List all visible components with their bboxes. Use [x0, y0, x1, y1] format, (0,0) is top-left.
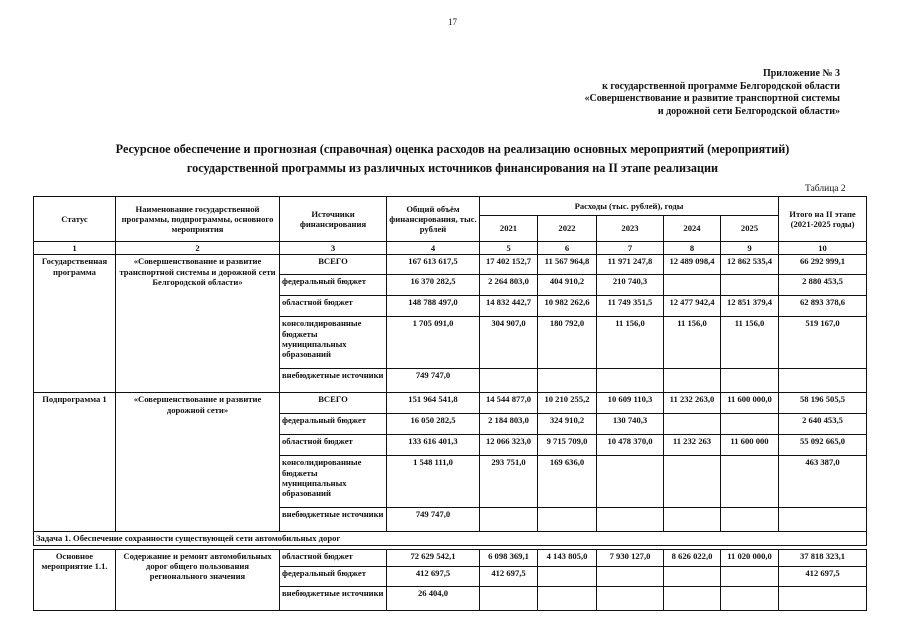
source-cell: областной бюджет — [280, 435, 387, 456]
total-cell: 167 613 617,5 — [387, 255, 480, 275]
source-cell: консолидированные бюджеты муниципальных образований — [280, 317, 387, 369]
value-cell — [721, 456, 779, 508]
total-cell: 412 697,5 — [387, 566, 480, 586]
value-cell — [664, 275, 721, 296]
resources-table — [33, 196, 867, 611]
header-sources: Источники финансирования — [280, 197, 387, 242]
table-label: Таблица 2 — [805, 184, 846, 194]
table-row — [34, 549, 867, 566]
itogo-cell: 37 818 323,1 — [779, 549, 867, 566]
task-row — [34, 532, 867, 545]
source-cell: федеральный бюджет — [280, 414, 387, 435]
appendix-line: к государственной программе Белгородской области — [602, 80, 840, 92]
appendix-line: и дорожной сети Белгородской области» — [657, 105, 840, 117]
value-cell: 12 477 942,4 — [664, 296, 721, 317]
source-cell: внебюджетные источники — [280, 369, 387, 393]
value-cell — [480, 586, 538, 610]
value-cell: 12 862 535,4 — [721, 255, 779, 275]
value-cell — [597, 456, 664, 508]
value-cell: 12 066 323,0 — [480, 435, 538, 456]
value-cell: 7 930 127,0 — [597, 549, 664, 566]
column-number: 6 — [538, 242, 597, 255]
source-cell: областной бюджет — [280, 296, 387, 317]
value-cell: 11 971 247,8 — [597, 255, 664, 275]
itogo-cell — [779, 508, 867, 532]
source-cell: федеральный бюджет — [280, 275, 387, 296]
itogo-cell — [779, 586, 867, 610]
header-status: Статус — [34, 197, 116, 242]
value-cell: 210 740,3 — [597, 275, 664, 296]
value-cell — [721, 508, 779, 532]
value-cell: 169 636,0 — [538, 456, 597, 508]
value-cell: 11 600 000 — [721, 435, 779, 456]
value-cell: 10 478 370,0 — [597, 435, 664, 456]
itogo-cell: 412 697,5 — [779, 566, 867, 586]
value-cell: 304 907,0 — [480, 317, 538, 369]
value-cell: 10 210 255,2 — [538, 393, 597, 414]
value-cell: 11 156,0 — [664, 317, 721, 369]
title-line: государственной программы из различных источников финансирования на II этапе реализации — [186, 161, 719, 175]
value-cell — [721, 586, 779, 610]
total-cell: 749 747,0 — [387, 369, 480, 393]
value-cell: 11 749 351,5 — [597, 296, 664, 317]
value-cell: 9 715 709,0 — [538, 435, 597, 456]
value-cell — [664, 508, 721, 532]
source-cell: областной бюджет — [280, 549, 387, 566]
status-cell: Государственная программа — [34, 255, 116, 393]
column-number: 5 — [480, 242, 538, 255]
status-cell: Подпрограмма 1 — [34, 393, 116, 532]
value-cell: 14 832 442,7 — [480, 296, 538, 317]
value-cell: 6 098 369,1 — [480, 549, 538, 566]
itogo-cell: 2 640 453,5 — [779, 414, 867, 435]
total-cell: 133 616 401,3 — [387, 435, 480, 456]
value-cell — [664, 586, 721, 610]
value-cell: 11 567 964,8 — [538, 255, 597, 275]
total-cell: 16 050 282,5 — [387, 414, 480, 435]
value-cell: 130 740,3 — [597, 414, 664, 435]
value-cell — [597, 508, 664, 532]
value-cell — [664, 414, 721, 435]
itogo-cell: 2 880 453,5 — [779, 275, 867, 296]
column-number: 10 — [779, 242, 867, 255]
header-name: Наименование государственной программы, подпрограммы, основного мероприятия — [116, 197, 280, 242]
header-year: 2025 — [721, 216, 779, 242]
value-cell — [597, 369, 664, 393]
value-cell: 8 626 022,0 — [664, 549, 721, 566]
value-cell: 324 910,2 — [538, 414, 597, 435]
itogo-cell: 58 196 505,5 — [779, 393, 867, 414]
value-cell — [664, 456, 721, 508]
itogo-cell: 62 893 378,6 — [779, 296, 867, 317]
title-line: Ресурсное обеспечение и прогнозная (справочная) оценка расходов на реализацию основных мероприятий (мероприятий) — [115, 142, 790, 156]
itogo-cell: 55 092 665,0 — [779, 435, 867, 456]
column-number: 3 — [280, 242, 387, 255]
value-cell: 404 910,2 — [538, 275, 597, 296]
header-year: 2022 — [538, 216, 597, 242]
itogo-cell — [779, 369, 867, 393]
source-cell: федеральный бюджет — [280, 566, 387, 586]
total-cell: 148 788 497,0 — [387, 296, 480, 317]
value-cell — [721, 414, 779, 435]
header-itogo: Итого на II этапе (2021-2025 годы) — [779, 197, 867, 242]
source-cell: внебюджетные источники — [280, 586, 387, 610]
itogo-cell: 519 167,0 — [779, 317, 867, 369]
source-cell: внебюджетные источники — [280, 508, 387, 532]
header-total: Общий объём финансирования, тыс. рублей — [387, 197, 480, 242]
column-number: 2 — [116, 242, 280, 255]
value-cell — [538, 508, 597, 532]
table-row — [34, 393, 867, 414]
total-cell: 151 964 541,8 — [387, 393, 480, 414]
value-cell — [721, 275, 779, 296]
total-cell: 749 747,0 — [387, 508, 480, 532]
value-cell — [480, 508, 538, 532]
header-expenses: Расходы (тыс. рублей), годы — [480, 197, 779, 216]
source-cell: консолидированные бюджеты муниципальных образований — [280, 456, 387, 508]
itogo-cell: 463 387,0 — [779, 456, 867, 508]
value-cell: 10 609 110,3 — [597, 393, 664, 414]
value-cell — [597, 566, 664, 586]
total-cell: 1 705 091,0 — [387, 317, 480, 369]
value-cell: 11 600 000,0 — [721, 393, 779, 414]
header-year: 2024 — [664, 216, 721, 242]
value-cell: 14 544 877,0 — [480, 393, 538, 414]
value-cell: 2 264 803,0 — [480, 275, 538, 296]
value-cell: 11 232 263,0 — [664, 393, 721, 414]
total-cell: 16 370 282,5 — [387, 275, 480, 296]
name-cell: «Совершенствование и развитие дорожной сети» — [116, 393, 280, 532]
header-year: 2021 — [480, 216, 538, 242]
value-cell — [480, 369, 538, 393]
total-cell: 26 404,0 — [387, 586, 480, 610]
source-cell: ВСЕГО — [280, 255, 387, 275]
value-cell — [538, 566, 597, 586]
appendix-header — [520, 68, 840, 118]
header-year: 2023 — [597, 216, 664, 242]
value-cell — [664, 369, 721, 393]
itogo-cell: 66 292 999,1 — [779, 255, 867, 275]
page-number: 17 — [448, 17, 457, 27]
value-cell: 4 143 805,0 — [538, 549, 597, 566]
column-number: 1 — [34, 242, 116, 255]
value-cell: 12 851 379,4 — [721, 296, 779, 317]
value-cell — [538, 586, 597, 610]
total-cell: 72 629 542,1 — [387, 549, 480, 566]
column-number: 7 — [597, 242, 664, 255]
appendix-line: Приложение № 3 — [762, 68, 840, 79]
value-cell: 11 156,0 — [721, 317, 779, 369]
task-title: Задача 1. Обеспечение сохранности существующей сети автомобильных дорог — [34, 532, 867, 545]
value-cell — [721, 369, 779, 393]
column-number: 8 — [664, 242, 721, 255]
value-cell: 293 751,0 — [480, 456, 538, 508]
value-cell: 180 792,0 — [538, 317, 597, 369]
appendix-line: «Совершенствование и развитие транспортной системы — [584, 93, 840, 104]
column-number: 9 — [721, 242, 779, 255]
value-cell: 11 232 263 — [664, 435, 721, 456]
column-number: 4 — [387, 242, 480, 255]
value-cell: 11 156,0 — [597, 317, 664, 369]
value-cell: 2 184 803,0 — [480, 414, 538, 435]
value-cell: 11 020 000,0 — [721, 549, 779, 566]
name-cell: «Совершенствование и развитие транспортной системы и дорожной сети Белгородской области» — [116, 255, 280, 393]
value-cell — [664, 566, 721, 586]
value-cell: 12 489 098,4 — [664, 255, 721, 275]
total-cell: 1 548 111,0 — [387, 456, 480, 508]
value-cell — [597, 586, 664, 610]
value-cell — [721, 566, 779, 586]
name-cell: Содержание и ремонт автомобильных дорог общего пользования регионального значения — [116, 549, 280, 610]
value-cell: 412 697,5 — [480, 566, 538, 586]
document-title — [0, 140, 905, 178]
value-cell: 10 982 262,6 — [538, 296, 597, 317]
value-cell: 17 402 152,7 — [480, 255, 538, 275]
source-cell: ВСЕГО — [280, 393, 387, 414]
table-row — [34, 255, 867, 275]
value-cell — [538, 369, 597, 393]
status-cell: Основное мероприятие 1.1. — [34, 549, 116, 610]
